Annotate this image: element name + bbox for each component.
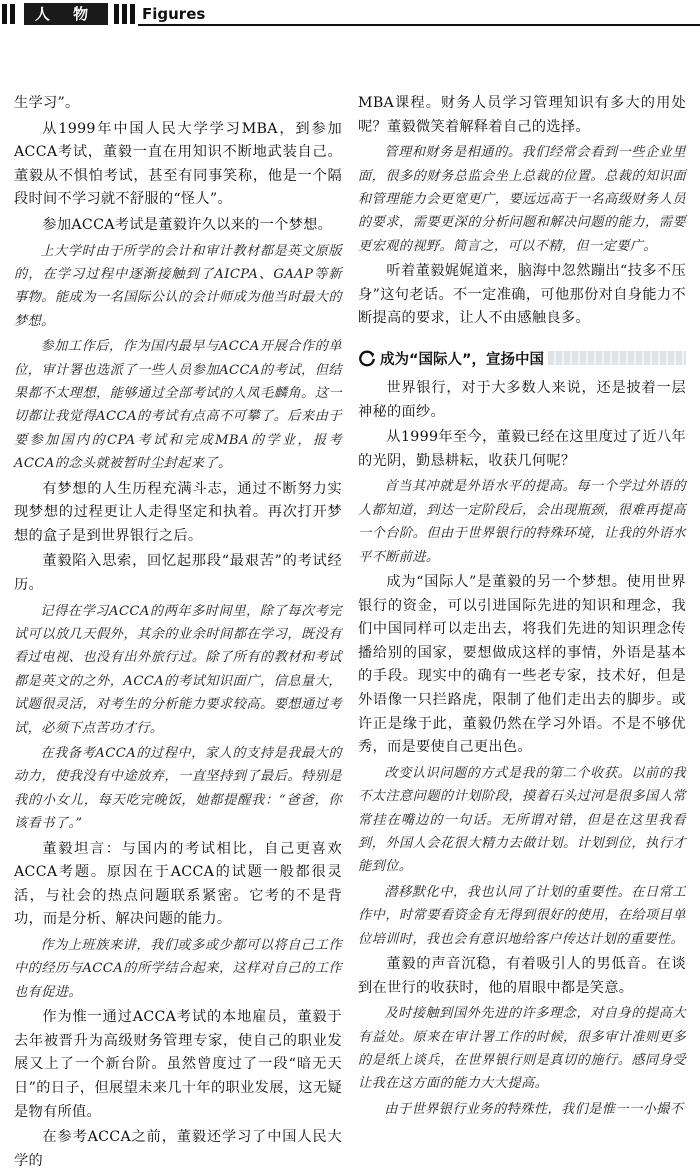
section-label: 人 物 bbox=[24, 3, 108, 25]
body-paragraph: 生学习”。 bbox=[14, 95, 80, 111]
quote-paragraph: 参加工作后，作为国内最早与ACCA开展合作的单位，审计署也选派了一些人员参加ACCA的考试，但结果都不太理想，能够通过全部考试的人凤毛麟角。这一切都让我觉得ACCA的考试有点高不可攀了。后来由于要参加国内的CPA考试和完成MBA的学业，报考ACCA的念头就被暂时尘封起来了。 bbox=[14, 339, 342, 472]
header-bar-mark bbox=[114, 4, 119, 24]
quote-paragraph: 在我备考ACCA的过程中，家人的支持是我最大的动力，使我没有中途放弃，一直坚持到了最后。特别是我的小女儿，每天吃完晚饭，她都提醒我：“爸爸，你该看书了。” bbox=[14, 746, 342, 832]
quote-paragraph: 由于世界银行业务的特殊性，我们是惟一一小撮不 bbox=[384, 1101, 684, 1117]
heading-decoration bbox=[548, 351, 686, 365]
quote-paragraph: 及时接触到国外先进的许多理念，对自身的提高大有益处。原来在审计署工作的时候，很多审计准则更多的是纸上谈兵，在世界银行则是真切的施行。感同身受让我在这方面的能力大大提高。 bbox=[358, 1006, 686, 1092]
body-paragraph: 有梦想的人生历程充满斗志，通过不断努力实现梦想的过程更让人走得坚定和执着。再次打开梦想的盒子是到世界银行之后。 bbox=[14, 480, 342, 544]
body-paragraph: 董毅坦言：与国内的考试相比，自己更喜欢ACCA考题。原因在于ACCA的试题一般都很灵活，与社会的热点问题联系紧密。它考的不是背功，而是分析、解决问题的能力。 bbox=[14, 840, 342, 928]
body-paragraph: 世界银行，对于大多数人来说，还是披着一层神秘的面纱。 bbox=[358, 380, 686, 420]
body-paragraph: 参加ACCA考试是董毅许久以来的一个梦想。 bbox=[42, 216, 333, 233]
quote-paragraph: 改变认识问题的方式是我的第二个收获。以前的我不太注意问题的计划阶段，摸着石头过河是很多国人常常挂在嘴边的一句话。无所谓对错，但是在这里我看到，外国人会花很大精力去做计划。计划到位，执行才能到位。 bbox=[358, 765, 686, 875]
circle-arrow-icon bbox=[358, 349, 376, 367]
header-bar-mark bbox=[130, 4, 135, 24]
body-paragraph: 从1999年至今，董毅已经在这里度过了近八年的光阴，勤恳耕耘，收获几何呢？ bbox=[358, 429, 686, 469]
quote-paragraph: 首当其冲就是外语水平的提高。每一个学过外语的人都知道，到达一定阶段后，会出现瓶颈，很难再提高一个台阶。但由于世界银行的特殊环境，让我的外语水平不断前进。 bbox=[358, 479, 686, 565]
quote-paragraph: 潜移默化中，我也认同了计划的重要性。在日常工作中，时常要看资金有无得到很好的使用，在给项目单位培训时，我也会有意识地给客户传达计划的重要性。 bbox=[358, 884, 686, 947]
body-paragraph: 董毅的声音沉稳，有着吸引人的男低音。在谈到在世行的收获时，他的眉眼中都是笑意。 bbox=[358, 956, 686, 996]
section-heading bbox=[358, 345, 686, 371]
body-paragraph: 在参考ACCA之前，董毅还学习了中国人民大学的 bbox=[14, 1129, 342, 1169]
quote-paragraph: 上大学时由于所学的会计和审计教材都是英文原版的，在学习过程中逐渐接触到了AICPA、GAAP等新事物。能成为一名国际公认的会计师成为他当时最大的梦想。 bbox=[14, 243, 342, 329]
body-paragraph: 董毅陷入思索，回忆起那段“最艰苦”的考试经历。 bbox=[14, 553, 342, 593]
body-paragraph: MBA课程。财务人员学习管理知识有多大的用处呢？董毅微笑着解释着自己的选择。 bbox=[358, 95, 686, 135]
body-paragraph: 从1999年中国人民大学学习MBA，到参加ACCA考试，董毅一直在用知识不断地武装自己。董毅从不惧怕考试，甚至有同事笑称，他是一个隔段时间不学习就不舒服的“怪人”。 bbox=[14, 120, 342, 208]
quote-paragraph: 作为上班族来讲，我们或多或少都可以将自己工作中的经历与ACCA的所学结合起来，这样对自己的工作也有促进。 bbox=[14, 938, 342, 1000]
body-paragraph: 成为“国际人”是董毅的另一个梦想。使用世界银行的资金，可以引进国际先进的知识和理念，我们中国同样可以走出去，将我们先进的知识理念传播给别的国家，要想做成这样的事情，外语是基本的手段。现实中的确有一些老专家，技术好，但是外语像一只拦路虎，限制了他们走出去的脚步。或许正是缘于此，董毅仍然在学习外语。不是不够优秀，而是要使自己更出色。 bbox=[358, 574, 686, 756]
body-paragraph: 听着董毅娓娓道来，脑海中忽然蹦出“技多不压身”这句老话。不一定准确，可他那份对自身能力不断提高的要求，让人不由感触良多。 bbox=[358, 263, 686, 327]
header-bar-mark bbox=[10, 4, 15, 24]
header-bar-mark bbox=[122, 4, 127, 24]
right-column bbox=[358, 92, 686, 1123]
section-heading-text: 成为“国际人”，宣扬中国 bbox=[380, 351, 545, 368]
section-label-en: Figures bbox=[142, 5, 206, 23]
header-rule bbox=[138, 24, 700, 26]
left-column bbox=[14, 92, 342, 1175]
quote-paragraph: 记得在学习ACCA的两年多时间里，除了每次考完试可以放几天假外，其余的业余时间都在学习，既没有看过电视、也没有出外旅行过。除了所有的教材和考试都是英文的之外，ACCA的考试知识面广，信息量大，试题很灵活，对考生的分析能力要求较高。要想通过考试，必须下点苦功才行。 bbox=[14, 603, 342, 736]
quote-paragraph: 管理和财务是相通的。我们经常会看到一些企业里面，很多的财务总监会坐上总裁的位置。总裁的知识面和管理能力会更宽更广，要远远高于一名高级财务人员的要求，需要更深的分析问题和解决问题的能力，需要更宏观的视野。简言之，可以不精，但一定要广。 bbox=[358, 145, 686, 254]
header-bar-mark bbox=[2, 4, 7, 24]
page-header bbox=[0, 0, 700, 26]
right-column-top bbox=[358, 92, 686, 331]
right-column-bottom bbox=[358, 377, 686, 1121]
body-paragraph: 作为惟一通过ACCA考试的本地雇员，董毅于去年被晋升为高级财务管理专家，使自己的职业发展又上了一个新台阶。虽然曾度过了一段“暗无天日”的日子，但展望未来几十年的职业发展，这无疑是物有所值。 bbox=[14, 1009, 342, 1120]
